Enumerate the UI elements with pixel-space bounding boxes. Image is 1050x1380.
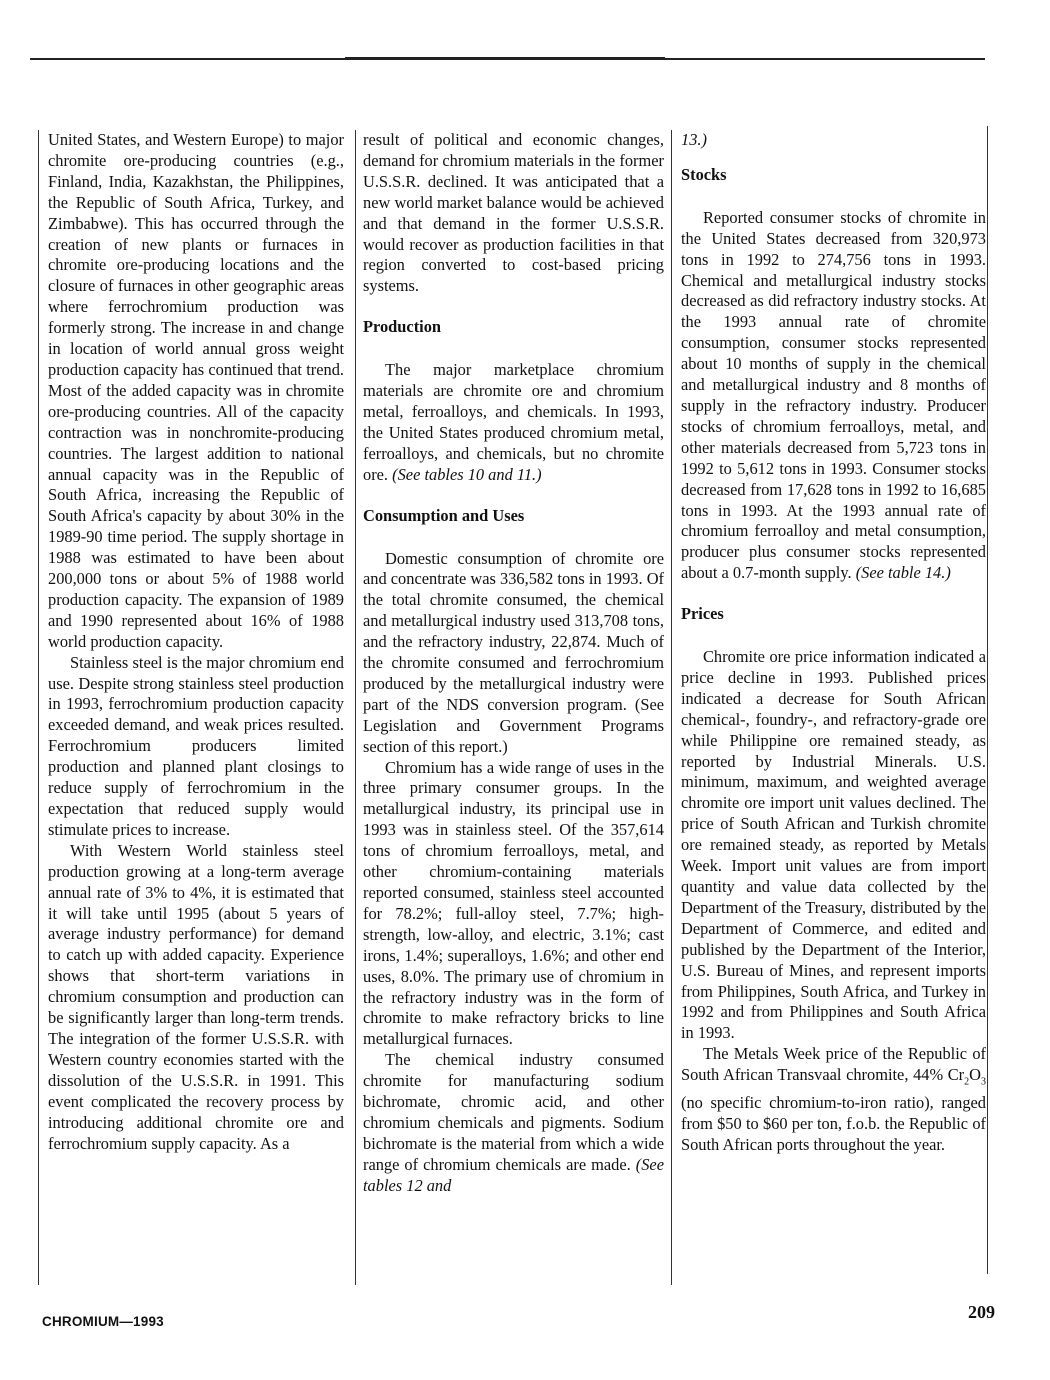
paragraph: The chemical industry consumed chromite for manufacturing sodium bichromate, chromic acid, and other chromium chemicals and pigments. Sodium bichromate is the material from which a wide range of chromium chemicals are made. (See tables 12 and [363,1050,664,1195]
paragraph: The major marketplace chromium materials are chromite ore and chromium metal, ferroalloys, and chemicals. In 1993, the United States produced chromium metal, ferroalloys, and chemicals, but no chromite ore. (See tables 10 and 11.) [363,360,664,484]
paragraph: Chromium has a wide range of uses in the three primary consumer groups. In the metallurgical industry, its principal use in 1993 was in stainless steel. Of the 357,614 tons of chromium ferroalloys, metal, and other chromium-containing materials reported consumed, stainless steel accounted for 78.2%; full-alloy steel, 7.7%; high-strength, low-alloy, and electric, 3.1%; cast irons, 1.4%; superalloys, 1.6%; and other end uses, 8.0%. The primary use of chromium in the refractory industry was in the form of chromite to make refractory bricks to line metallurgical furnaces. [363,757,664,1049]
column-divider-2 [671,130,672,1285]
column-3 [676,130,986,1280]
table-reference: (See tables 10 and 11.) [392,464,542,484]
section-heading-consumption: Consumption and Uses [363,505,525,525]
column-divider-right [987,126,988,1274]
column-2 [358,130,664,1285]
paragraph: Stainless steel is the major chromium end use. Despite strong stainless steel production in 1993, ferrochromium production capacity exceeded demand, and weak prices resulted. Ferrochromium producers limited production and planned plant closings to reduce supply of ferrochromium in the expectation that reduced supply would stimulate prices to increase. [48,652,344,839]
top-rule-accent [345,57,665,60]
paragraph: result of political and economic changes, demand for chromium materials in the former U.S.S.R. declined. It was anticipated that a new world market balance would be achieved and that demand in the former U.S.S.R. would recover as production facilities in that region converted to cost-based pricing systems. [363,130,664,296]
page-number: 209 [968,1302,995,1322]
paragraph: United States, and Western Europe) to major chromite ore-producing countries (e.g., Finland, India, Kazakhstan, the Philippines, the Republic of South Africa, Turkey, and Zimbabwe). This has occurred through the creation of new plants or furnaces in chromite ore-producing locations and the closure of furnaces in other geographic areas where ferrochromium production was formerly strong. The increase in and change in location of world annual gross weight production capacity has continued that trend. Most of the added capacity was in chromite ore-producing countries. All of the capacity contraction was in nonchromite-producing countries. The largest addition to national annual capacity was in the Republic of South Africa, increasing the Republic of South Africa's capacity by about 30% in the 1989-90 time period. The supply shortage in 1988 was estimated to have been about 200,000 tons or about 5% of 1988 world production capacity. The expansion of 1989 and 1990 represented about 16% of 1988 world production capacity. [48,130,344,651]
table-reference: (See tables 12 and [363,1154,664,1195]
paragraph: The Metals Week price of the Republic of South African Transvaal chromite, 44% $Cr_2O_3$ (no specific chromium-to-iron ratio), ranged from $50 to $60 per ton, f.o.b. the Republic of South African ports throughout the year. [681,1044,986,1155]
table-reference-continued: 13.) [681,130,707,149]
section-heading-stocks: Stocks [681,164,727,184]
column-divider-1 [355,130,356,1285]
paragraph: Domestic consumption of chromite ore and concentrate was 336,582 tons in 1993. Of the total chromite consumed, the chemical and metallurgical industry used 313,708 tons, and the refractory industry, 22,874. Much of the chromite consumed and ferrochromium produced by the metallurgical industry were part of the NDS conversion program. (See Legislation and Government Programs section of this report.) [363,548,664,756]
paragraph: Reported consumer stocks of chromite in the United States decreased from 320,973 tons in 1992 to 274,756 tons in 1993. Chemical and metallurgical industry stocks decreased as did refractory industry stocks. At the 1993 annual rate of chromite consumption, consumer stocks represented about 10 months of supply in the chemical and metallurgical industry and 8 months of supply in the refractory industry. Producer stocks of chromium ferroalloys, metal, and other materials decreased from 5,723 tons in 1992 to 5,612 tons in 1993. Consumer stocks decreased from 17,628 tons in 1992 to 16,685 tons in 1993. At the 1993 annual rate of chromium ferroalloy and metal consumption, producer plus consumer stocks represented about a 0.7-month supply. (See table 14.) [681,207,986,583]
paragraph: Chromite ore price information indicated a price decline in 1993. Published prices indicated a decrease for South African chemical-, foundry-, and refractory-grade ore while Philippine ore remained steady, as reported by Industrial Minerals. U.S. minimum, maximum, and weighted average chromite ore import unit values declined. The price of South African and Turkish chromite ore remained steady, as reported by Metals Week. Import unit values are from import quantity and value data collected by the Department of the Treasury, distributed by the Department of Commerce, and edited and published by the Department of the Interior, U.S. Bureau of Mines, and represent imports from Philippines, South Africa, and Turkey in 1992 and from Philippines and South Africa in 1993. [681,647,986,1043]
running-title: CHROMIUM—1993 [42,1314,164,1329]
column-1 [38,130,344,1285]
paragraph: With Western World stainless steel production growing at a long-term average annual rate of 3% to 4%, it is estimated that it will take until 1995 (about 5 years of average industry performance) for demand to catch up with added capacity. Experience shows that short-term variations in chromium consumption and production can be significantly larger than long-term trends. The integration of the former U.S.S.R. with Western country economies started with the dissolution of the U.S.S.R. in 1991. This event complicated the recovery process by introducing additional chromite ore and ferrochromium supply capacity. As a [48,840,344,1153]
table-reference: (See table 14.) [855,563,951,583]
section-heading-production: Production [363,317,442,337]
section-heading-prices: Prices [681,604,724,624]
